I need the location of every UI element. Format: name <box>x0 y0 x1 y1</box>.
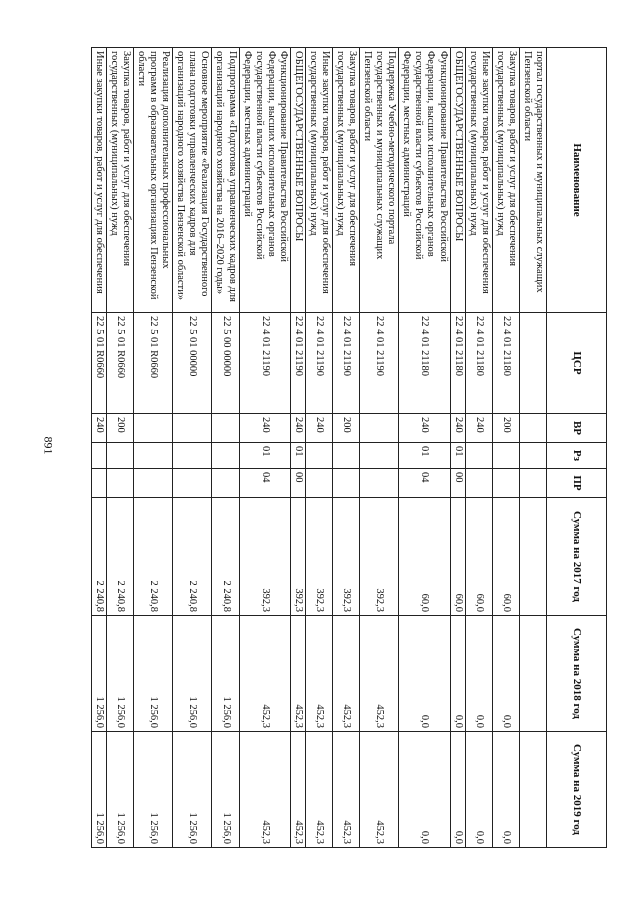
cell-csr: 22 4 01 21180 <box>492 313 519 414</box>
header-sum-2017: Сумма на 2017 год <box>547 498 607 616</box>
cell-pr <box>519 469 546 498</box>
cell-sum-2017: 392,3 <box>290 498 305 616</box>
cell-sum-2017: 60,0 <box>450 498 465 616</box>
cell-sum-2018: 1 256,0 <box>106 616 133 732</box>
cell-vr: 240 <box>91 414 106 443</box>
cell-sum-2018: 452,3 <box>360 616 399 732</box>
cell-rz <box>333 443 360 469</box>
cell-name: Закупка товаров, работ и услуг для обеспечения государственных (муниципальных) нужд <box>492 48 519 313</box>
cell-vr: 240 <box>450 414 465 443</box>
cell-sum-2019: 1 256,0 <box>91 732 106 848</box>
cell-rz: 01 <box>450 443 465 469</box>
table-header <box>547 48 607 848</box>
cell-sum-2018: 0,0 <box>399 616 450 732</box>
cell-pr <box>465 469 492 498</box>
cell-name: Иные закупки товаров, работ и услуг для обеспечения государственных (муниципальных) нужд <box>305 48 332 313</box>
cell-sum-2019: 452,3 <box>305 732 332 848</box>
table-row <box>134 48 173 848</box>
cell-rz <box>360 443 399 469</box>
table-row <box>91 48 106 848</box>
cell-sum-2017: 60,0 <box>492 498 519 616</box>
cell-name: Иные закупки товаров, работ и услуг для обеспечения государственных (муниципальных) нужд <box>465 48 492 313</box>
cell-name: ОБЩЕГОСУДАРСТВЕННЫЕ ВОПРОСЫ <box>290 48 305 313</box>
cell-name: Иные закупки товаров, работ и услуг для обеспечения <box>91 48 106 313</box>
budget-table <box>91 47 607 848</box>
cell-rz <box>519 443 546 469</box>
cell-sum-2018: 0,0 <box>450 616 465 732</box>
cell-csr: 22 5 01 R0660 <box>91 313 106 414</box>
cell-csr: 22 5 01 R0660 <box>134 313 173 414</box>
table-row <box>305 48 332 848</box>
cell-sum-2018: 452,3 <box>239 616 290 732</box>
cell-pr <box>212 469 239 498</box>
header-sum-2018: Сумма на 2018 год <box>547 616 607 732</box>
cell-vr: 240 <box>399 414 450 443</box>
cell-sum-2018 <box>519 616 546 732</box>
cell-pr: 00 <box>450 469 465 498</box>
page-number: 891 <box>41 436 56 455</box>
cell-name: Функционирование Правительства Российской Федерации, высших исполнительных органов государственной власти субъектов Российской Федерации, местных администраций <box>399 48 450 313</box>
cell-sum-2017: 2 240,8 <box>134 498 173 616</box>
cell-sum-2019: 0,0 <box>450 732 465 848</box>
cell-name: Реализация дополнительных профессиональных программ в образовательных организациях Пензенской области <box>134 48 173 313</box>
cell-sum-2019: 452,3 <box>333 732 360 848</box>
cell-name: Поддержка Учебно-методического портала государственных и муниципальных служащих Пензенской области <box>360 48 399 313</box>
header-vr: ВР <box>547 414 607 443</box>
cell-sum-2018: 0,0 <box>492 616 519 732</box>
cell-vr: 200 <box>106 414 133 443</box>
cell-sum-2019: 1 256,0 <box>212 732 239 848</box>
cell-sum-2019: 1 256,0 <box>173 732 212 848</box>
cell-vr <box>173 414 212 443</box>
cell-rz <box>465 443 492 469</box>
cell-sum-2017: 2 240,8 <box>173 498 212 616</box>
cell-csr: 22 4 01 21180 <box>465 313 492 414</box>
cell-pr: 04 <box>239 469 290 498</box>
table-row <box>519 48 546 848</box>
table-row <box>399 48 450 848</box>
cell-vr <box>134 414 173 443</box>
table-row <box>212 48 239 848</box>
cell-rz <box>106 443 133 469</box>
cell-name: Функционирование Правительства Российской Федерации, высших исполнительных органов государственной власти субъектов Российской Федерации, местных администраций <box>239 48 290 313</box>
cell-sum-2019: 1 256,0 <box>106 732 133 848</box>
cell-vr: 240 <box>465 414 492 443</box>
cell-pr <box>305 469 332 498</box>
cell-sum-2019: 1 256,0 <box>134 732 173 848</box>
cell-sum-2018: 452,3 <box>305 616 332 732</box>
cell-sum-2018: 1 256,0 <box>134 616 173 732</box>
cell-rz <box>492 443 519 469</box>
cell-vr <box>212 414 239 443</box>
cell-csr: 22 4 01 21180 <box>450 313 465 414</box>
cell-pr: 04 <box>399 469 450 498</box>
cell-sum-2017: 2 240,8 <box>106 498 133 616</box>
cell-name: Закупка товаров, работ и услуг для обеспечения государственных (муниципальных) нужд <box>106 48 133 313</box>
header-rz: Рз <box>547 443 607 469</box>
cell-rz <box>212 443 239 469</box>
table-row <box>290 48 305 848</box>
cell-sum-2019: 0,0 <box>492 732 519 848</box>
cell-rz: 01 <box>239 443 290 469</box>
cell-csr: 22 4 01 21190 <box>360 313 399 414</box>
cell-pr <box>173 469 212 498</box>
cell-vr: 200 <box>492 414 519 443</box>
cell-sum-2017: 2 240,8 <box>212 498 239 616</box>
cell-csr: 22 4 01 21190 <box>290 313 305 414</box>
cell-sum-2017: 392,3 <box>333 498 360 616</box>
cell-sum-2018: 0,0 <box>465 616 492 732</box>
cell-rz <box>134 443 173 469</box>
cell-vr <box>519 414 546 443</box>
table-row <box>333 48 360 848</box>
cell-sum-2019: 452,3 <box>360 732 399 848</box>
rotated-page-content <box>93 47 607 847</box>
cell-sum-2018: 1 256,0 <box>173 616 212 732</box>
cell-name: Закупка товаров, работ и услуг для обеспечения государственных (муниципальных) нужд <box>333 48 360 313</box>
cell-pr <box>492 469 519 498</box>
cell-sum-2017: 392,3 <box>360 498 399 616</box>
header-sum-2019: Сумма на 2019 год <box>547 732 607 848</box>
cell-pr <box>333 469 360 498</box>
cell-sum-2017: 2 240,8 <box>91 498 106 616</box>
cell-rz: 01 <box>399 443 450 469</box>
cell-name: Подпрограмма «Подготовка управленческих кадров для организаций народного хозяйства на 2016–2020 годы» <box>212 48 239 313</box>
cell-name: ОБЩЕГОСУДАРСТВЕННЫЕ ВОПРОСЫ <box>450 48 465 313</box>
cell-sum-2019 <box>519 732 546 848</box>
cell-pr: 00 <box>290 469 305 498</box>
header-name: Наименование <box>547 48 607 313</box>
cell-csr: 22 5 01 R0660 <box>106 313 133 414</box>
cell-pr <box>91 469 106 498</box>
cell-csr <box>519 313 546 414</box>
table-row <box>450 48 465 848</box>
table-row <box>492 48 519 848</box>
cell-sum-2017: 392,3 <box>305 498 332 616</box>
cell-csr: 22 4 01 21190 <box>305 313 332 414</box>
cell-sum-2019: 0,0 <box>399 732 450 848</box>
cell-csr: 22 5 00 00000 <box>212 313 239 414</box>
table-row <box>360 48 399 848</box>
header-csr: ЦСР <box>547 313 607 414</box>
cell-sum-2018: 452,3 <box>333 616 360 732</box>
cell-sum-2017: 60,0 <box>465 498 492 616</box>
cell-rz <box>305 443 332 469</box>
cell-vr: 240 <box>239 414 290 443</box>
cell-name: портал государственных и муниципальных служащих Пензенской области <box>519 48 546 313</box>
cell-sum-2018: 1 256,0 <box>212 616 239 732</box>
cell-rz: 01 <box>290 443 305 469</box>
cell-pr <box>360 469 399 498</box>
cell-sum-2018: 452,3 <box>290 616 305 732</box>
cell-vr: 240 <box>305 414 332 443</box>
cell-vr: 200 <box>333 414 360 443</box>
cell-sum-2018: 1 256,0 <box>91 616 106 732</box>
cell-sum-2019: 452,3 <box>239 732 290 848</box>
cell-sum-2017: 60,0 <box>399 498 450 616</box>
table-row <box>239 48 290 848</box>
cell-csr: 22 4 01 21190 <box>239 313 290 414</box>
cell-sum-2019: 0,0 <box>465 732 492 848</box>
cell-rz <box>173 443 212 469</box>
cell-name: Основное мероприятие «Реализация Государственного плана подготовки управленческих кадров для организаций народного хозяйства Пензенской области» <box>173 48 212 313</box>
header-pr: ПР <box>547 469 607 498</box>
cell-sum-2019: 452,3 <box>290 732 305 848</box>
cell-vr: 240 <box>290 414 305 443</box>
cell-sum-2017: 392,3 <box>239 498 290 616</box>
table-row <box>106 48 133 848</box>
table-body <box>91 48 546 848</box>
cell-pr <box>134 469 173 498</box>
cell-csr: 22 4 01 21180 <box>399 313 450 414</box>
cell-sum-2017 <box>519 498 546 616</box>
table-row <box>173 48 212 848</box>
table-row <box>465 48 492 848</box>
cell-pr <box>106 469 133 498</box>
cell-csr: 22 5 01 00000 <box>173 313 212 414</box>
cell-rz <box>91 443 106 469</box>
cell-vr <box>360 414 399 443</box>
cell-csr: 22 4 01 21190 <box>333 313 360 414</box>
